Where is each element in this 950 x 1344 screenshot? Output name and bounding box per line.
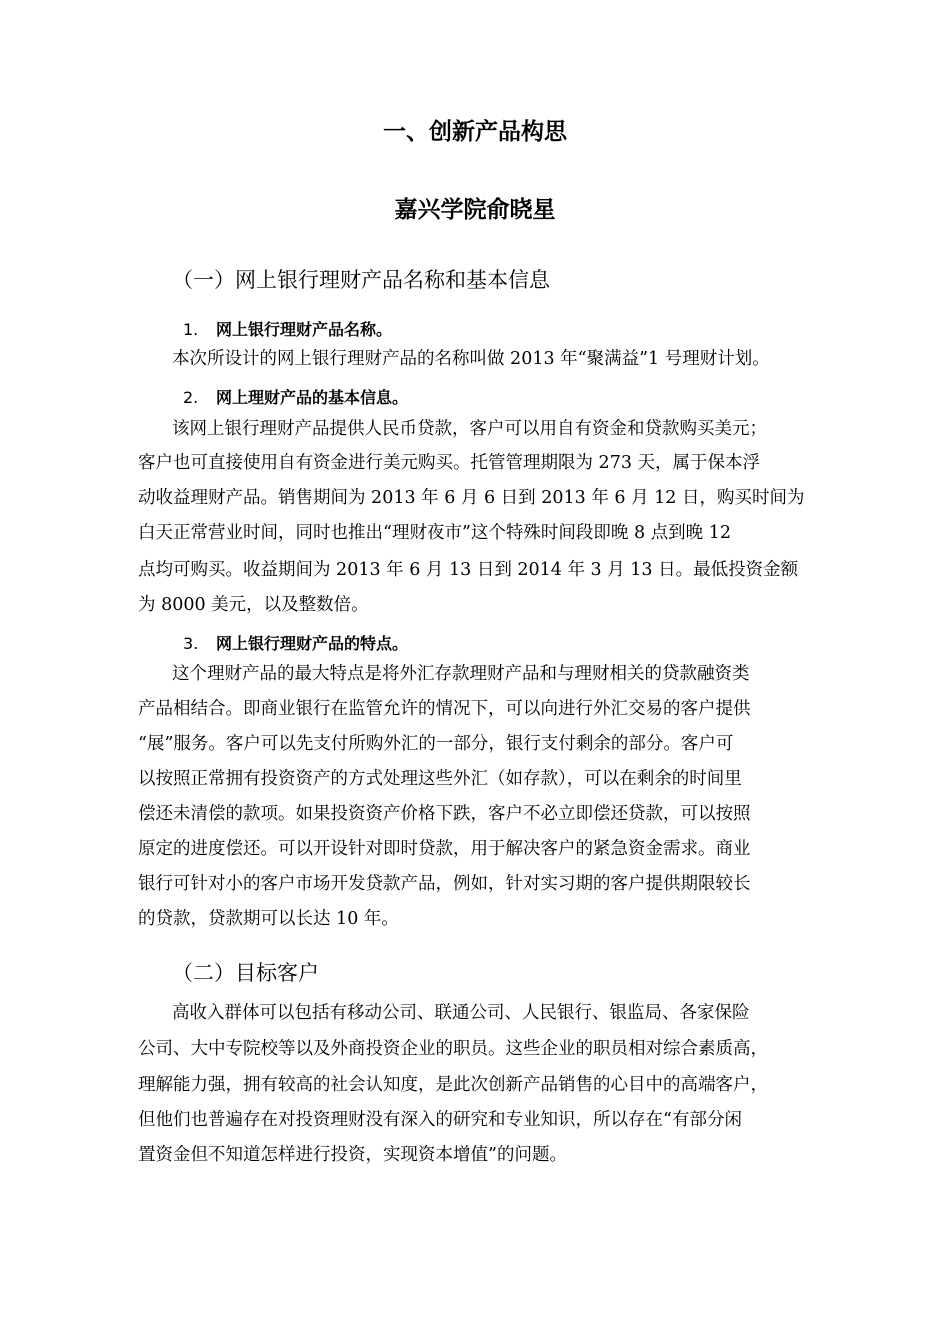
author-line: 嘉兴学院俞晓星: [394, 197, 556, 223]
paragraph-line: 白天正常营业时间，同时也推出“理财夜市”这个特殊时间段即晚 8 点到晚 12: [138, 523, 731, 543]
section-2-heading: （二）目标客户: [172, 961, 319, 985]
subsection-number: 3.: [183, 634, 199, 653]
paragraph-line: “展”服务。客户可以先支付所购外汇的一部分，银行支付剩余的部分。客户可: [138, 734, 734, 754]
paragraph-line: 置资金但不知道怎样进行投资，实现资本增值”的问题。: [138, 1145, 567, 1165]
section-1-heading: （一）网上银行理财产品名称和基本信息: [172, 268, 550, 292]
paragraph-line: 高收入群体可以包括有移动公司、联通公司、人民银行、银监局、各家保险: [172, 1003, 750, 1023]
paragraph-line: 动收益理财产品。销售期间为 2013 年 6 月 6 日到 2013 年 6 月 12 日，购买时间为: [138, 488, 805, 508]
subsection-1-heading: [183, 317, 392, 340]
paragraph-line: 这个理财产品的最大特点是将外汇存款理财产品和与理财相关的贷款融资类: [172, 664, 750, 684]
paragraph-line: 点均可购买。收益期间为 2013 年 6 月 13 日到 2014 年 3 月 13 日。最低投资金额: [138, 560, 799, 580]
paragraph-line: 该网上银行理财产品提供人民币贷款，客户可以用自有资金和贷款购买美元；: [172, 419, 767, 439]
paragraph-line: 公司、大中专院校等以及外商投资企业的职员。这些企业的职员相对综合素质高，: [138, 1039, 768, 1059]
subsection-title: 网上理财产品的基本信息。: [216, 388, 409, 407]
subsection-3-heading: [183, 631, 408, 654]
paragraph-line: 的贷款，贷款期可以长达 10 年。: [138, 909, 399, 929]
subsection-title: 网上银行理财产品名称。: [216, 320, 393, 339]
paragraph-line: 银行可针对小的客户市场开发贷款产品，例如，针对实习期的客户提供期限较长: [138, 874, 751, 894]
paragraph-line: 为 8000 美元，以及整数倍。: [138, 595, 369, 615]
paragraph-line: 但他们也普遍存在对投资理财没有深入的研究和专业知识，所以存在“有部分闲: [138, 1110, 742, 1130]
paragraph-line: 理解能力强，拥有较高的社会认知度，是此次创新产品销售的心目中的高端客户，: [138, 1075, 768, 1095]
subsection-title: 网上银行理财产品的特点。: [216, 634, 409, 653]
document-title: 一、创新产品构思: [383, 119, 567, 145]
paragraph-line: 产品相结合。即商业银行在监管允许的情况下，可以向进行外汇交易的客户提供: [138, 699, 751, 719]
paragraph-line: 本次所设计的网上银行理财产品的名称叫做 2013 年“聚满益”1 号理财计划。: [172, 349, 770, 369]
paragraph-line: 偿还未清偿的款项。如果投资资产价格下跌，客户不必立即偿还贷款，可以按照: [138, 804, 751, 824]
subsection-number: 1.: [183, 320, 199, 339]
paragraph-line: 原定的进度偿还。可以开设针对即时贷款，用于解决客户的紧急资金需求。商业: [138, 839, 751, 859]
paragraph-line: 客户也可直接使用自有资金进行美元购买。托管管理期限为 273 天，属于保本浮: [138, 453, 761, 473]
paragraph-line: 以按照正常拥有投资资产的方式处理这些外汇（如存款），可以在剩余的时间里: [138, 769, 742, 789]
subsection-2-heading: [183, 385, 408, 408]
subsection-number: 2.: [183, 388, 199, 407]
